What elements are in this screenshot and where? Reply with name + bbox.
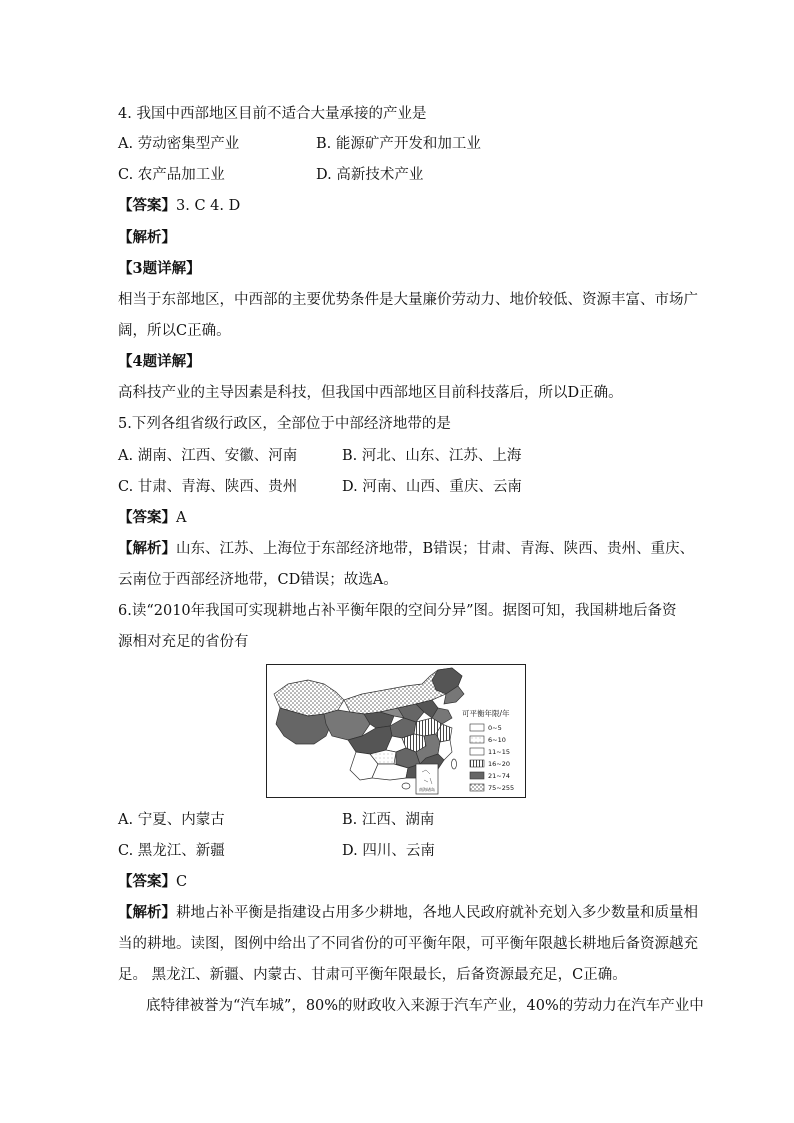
- legend-title: 可平衡年限/年: [462, 709, 510, 718]
- q4-detail-line1: 高科技产业的主导因素是科技，但我国中西部地区目前科技落后，所以D正确。: [118, 385, 623, 401]
- q3-detail-line2: 阔，所以C正确。: [118, 323, 231, 339]
- q6-option-c: C. 黑龙江、新疆: [118, 843, 225, 859]
- q5-option-a: A. 湖南、江西、安徽、河南: [118, 448, 298, 464]
- q3-detail-tag: 【3题详解】: [118, 260, 201, 277]
- legend-swatch-6-10: [470, 736, 484, 743]
- legend-swatch-0-5: [470, 724, 484, 731]
- q5-option-b: B. 河北、山东、江苏、上海: [342, 448, 522, 464]
- region-taiwan: [452, 759, 457, 769]
- legend-swatch-16-20: [470, 760, 484, 767]
- q3-detail-line1: 相当于东部地区，中西部的主要优势条件是大量廉价劳动力、地价较低、资源丰富、市场广: [118, 292, 698, 308]
- q6-analysis-text1: 耕地占补平衡是指建设占用多少耕地，各地人民政府就补充划入多少数量和质量相: [176, 905, 698, 921]
- q4-option-b: B. 能源矿产开发和加工业: [316, 136, 481, 152]
- answer-line-3-4: [118, 196, 240, 216]
- q5-analysis-text1: 山东、江苏、上海位于东部经济地带，B错误；甘肃、青海、陕西、贵州、重庆、: [176, 541, 695, 557]
- q4-stem: 4. 我国中西部地区目前不适合大量承接的产业是: [118, 106, 427, 122]
- q6-answer-tag: 【答案】: [118, 873, 176, 890]
- q6-stem-line1: 6.读“2010年我国可实现耕地占补平衡年限的空间分异”图。据图可知，我国耕地后备资: [118, 603, 677, 619]
- q5-analysis-line2: 云南位于西部经济地带，CD错误；故选A。: [118, 572, 398, 588]
- q5-stem: 5.下列各组省级行政区，全部位于中部经济地带的是: [118, 416, 451, 432]
- legend-swatch-75-255: [470, 784, 484, 791]
- region-guangxi: [372, 764, 408, 780]
- analysis-tag: 【解析】: [118, 229, 176, 246]
- china-cropland-balance-map: [266, 664, 526, 798]
- q6-option-d: D. 四川、云南: [342, 843, 435, 859]
- legend-label-16-20: 16~20: [488, 760, 510, 768]
- q5-answer: [118, 508, 186, 528]
- q4-option-c: C. 农产品加工业: [118, 167, 225, 183]
- next-passage-line: 底特律被誉为“汽车城”，80%的财政收入来源于汽车产业，40%的劳动力在汽车产业中: [146, 998, 704, 1014]
- answer-text: 3. C 4. D: [176, 198, 241, 214]
- q6-analysis-tag: 【解析】: [118, 904, 176, 921]
- q6-option-b: B. 江西、湖南: [342, 812, 435, 828]
- inset-label: 南海诸岛: [419, 787, 435, 792]
- legend-label-6-10: 6~10: [488, 736, 506, 744]
- q5-analysis-tag: 【解析】: [118, 540, 176, 557]
- q5-analysis-line1: [118, 539, 694, 559]
- q6-option-a: A. 宁夏、内蒙古: [118, 812, 225, 828]
- q6-analysis-line3: 足。 黑龙江、新疆、内蒙古、甘肃可平衡年限最长，后备资源最充足，C正确。: [118, 967, 627, 983]
- q6-answer-value: C: [176, 874, 188, 890]
- q6-stem-line2: 源相对充足的省份有: [118, 634, 249, 650]
- q6-analysis-line2: 当的耕地。读图，图例中给出了不同省份的可平衡年限，可平衡年限越长耕地后备资源越充: [118, 936, 698, 952]
- q4-option-d: D. 高新技术产业: [316, 167, 424, 183]
- legend-label-11-15: 11~15: [488, 748, 510, 756]
- legend-label-0-5: 0~5: [488, 724, 502, 732]
- legend-swatch-11-15: [470, 748, 484, 755]
- q5-answer-value: A: [176, 510, 187, 526]
- q4-option-a: A. 劳动密集型产业: [118, 136, 240, 152]
- q5-answer-tag: 【答案】: [118, 509, 176, 526]
- region-hainan: [402, 783, 410, 789]
- q4-detail-tag: 【4题详解】: [118, 353, 201, 370]
- q5-option-c: C. 甘肃、青海、陕西、贵州: [118, 479, 298, 495]
- answer-tag: 【答案】: [118, 197, 176, 214]
- q6-answer: [118, 872, 187, 892]
- legend-label-21-74: 21~74: [488, 772, 510, 780]
- legend-swatch-21-74: [470, 772, 484, 779]
- q5-option-d: D. 河南、山西、重庆、云南: [342, 479, 522, 495]
- q6-analysis-line1: [118, 903, 698, 923]
- legend-label-75-255: 75~255: [488, 784, 515, 792]
